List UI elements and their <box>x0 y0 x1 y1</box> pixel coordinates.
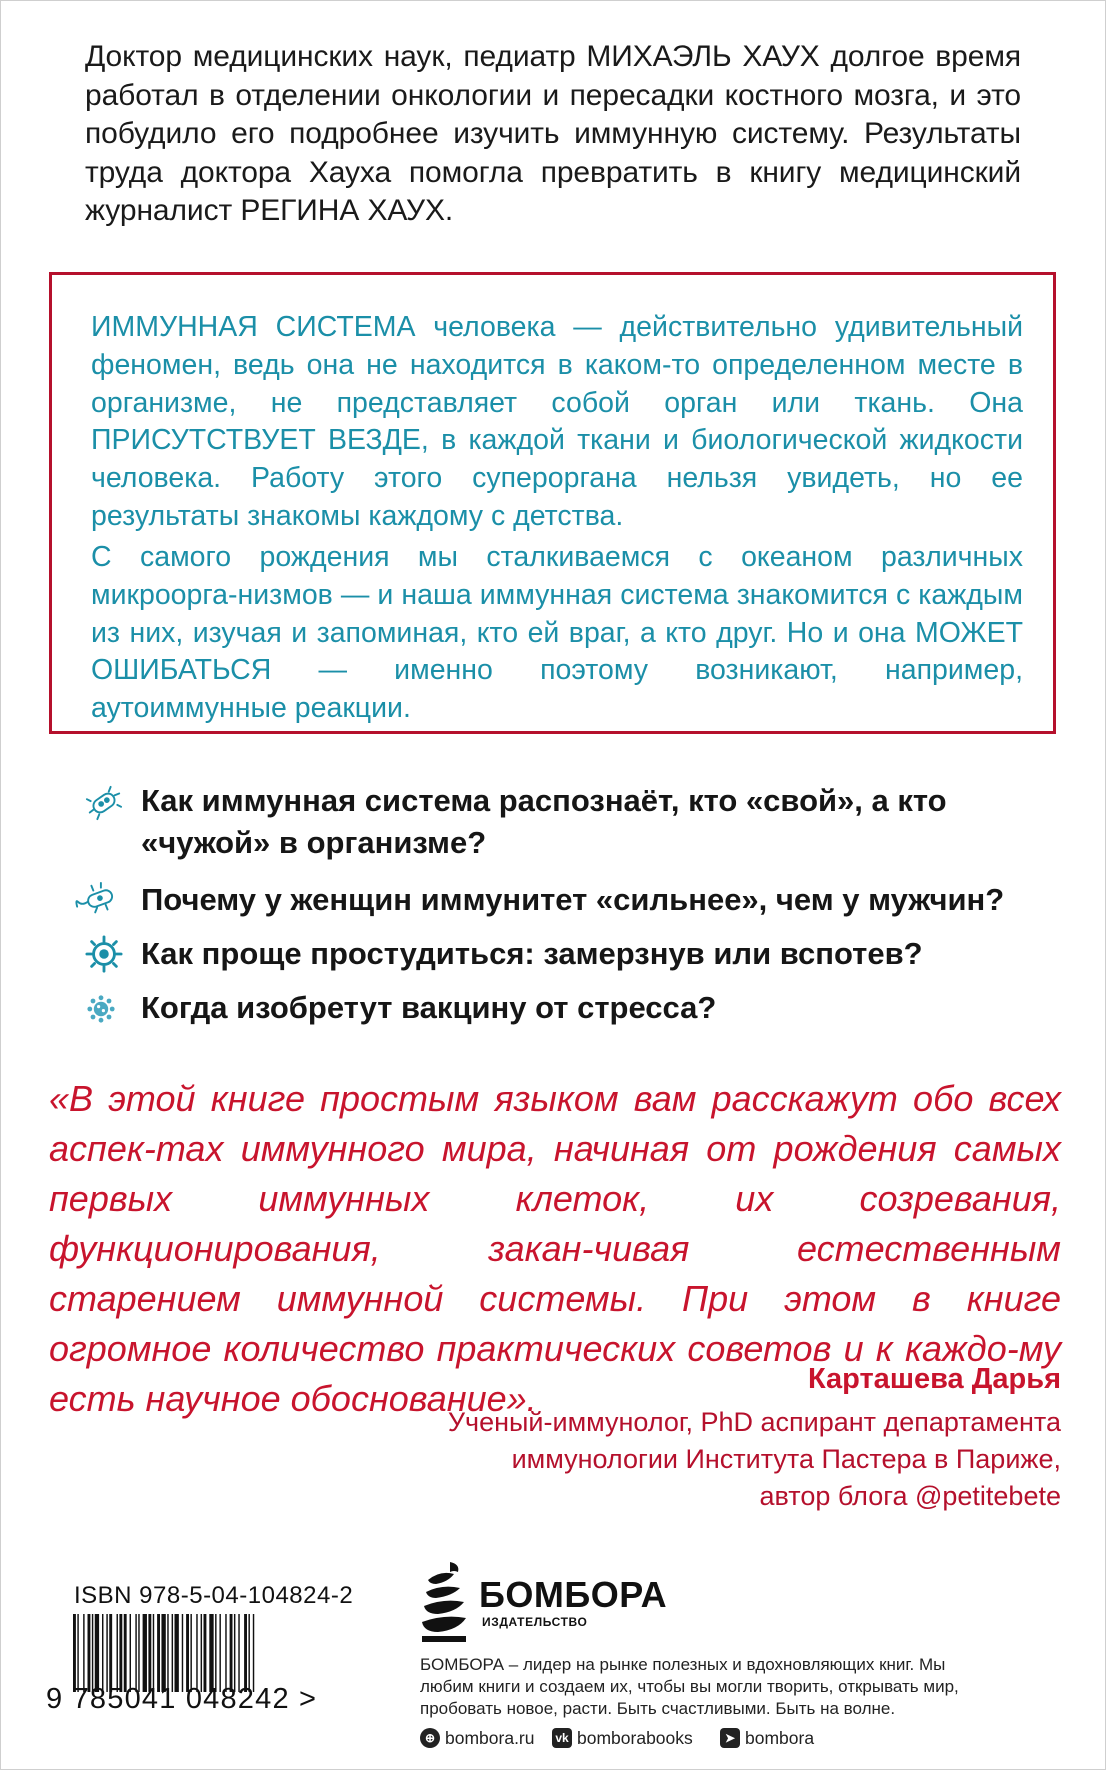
info-paragraph-2: С самого рождения мы сталкиваемся с океаном различных микроорга-низмов — и наша иммунная система знакомится с каждым из них, изучая и запоминая, кто ей враг, а кто друг. Но и она МОЖЕТ ОШИБАТЬСЯ — именно поэтому возникают, например, аутоиммунные реакции. <box>91 541 1023 725</box>
barcode-bar <box>201 1614 202 1692</box>
barcode-bar <box>109 1614 112 1692</box>
question-text: Когда изобретут вакцину от стресса? <box>141 990 717 1025</box>
question-text: Как проще простудиться: замерзнув или вспотев? <box>141 936 923 971</box>
question-text: Почему у женщин иммунитет «сильнее», чем у мужчин? <box>141 882 1005 917</box>
barcode-bar <box>124 1614 127 1692</box>
barcode-bar <box>153 1614 154 1692</box>
barcode-bar <box>161 1614 165 1692</box>
barcode-bar <box>130 1614 131 1692</box>
barcode-bar <box>119 1614 122 1692</box>
virus-icon <box>85 993 117 1025</box>
barcode-bar <box>215 1614 216 1692</box>
barcode-bar <box>234 1614 235 1692</box>
publisher-name: БОМБОРА <box>479 1574 668 1615</box>
review-quote: «В этой книге простым языком вам расскажут обо всех аспек-тах иммунного мира, начиная от рождения самых первых иммунных клеток, их созревания, функционирования, закан-чивая естественным старением иммунной системы. При этом в книге огромное количество практических советов и к каждо-му есть научное обоснование». <box>49 1078 1061 1419</box>
question-text: Как иммунная система распознаёт, кто «свой», а кто «чужой» в организме? <box>141 783 947 860</box>
social-link-vk[interactable] <box>552 1726 693 1750</box>
barcode-bar <box>172 1614 173 1692</box>
barcode-bar <box>106 1614 107 1692</box>
barcode-bar <box>225 1614 226 1692</box>
social-link-telegram[interactable] <box>720 1726 814 1750</box>
author-role <box>361 1404 1061 1515</box>
barcode <box>73 1614 362 1692</box>
barcode-bar <box>175 1614 179 1692</box>
vk-icon: vk <box>552 1728 572 1748</box>
barcode-bar <box>238 1614 239 1692</box>
info-box <box>49 272 1056 734</box>
barcode-bar <box>186 1614 189 1692</box>
social-link-website[interactable] <box>420 1726 535 1750</box>
barcode-bar <box>209 1614 213 1692</box>
info-paragraph-1: ИММУННАЯ СИСТЕМА человека — действительно удивительный феномен, ведь она не находится в каком-то определенном месте в организме, не представляет собой орган или ткань. Она ПРИСУТСТВУЕТ ВЕЗДЕ, в каждой ткани и биологической жидкости человека. Работу этого суперoргана нельзя увидеть, но ее результаты знакомы каждому с детства. <box>91 311 1023 532</box>
barcode-bar <box>95 1614 99 1692</box>
barcode-bar <box>88 1614 91 1692</box>
web-icon: ⊕ <box>420 1728 440 1748</box>
barcode-bar <box>138 1614 139 1692</box>
barcode-bar <box>92 1614 93 1692</box>
barcode-bar <box>253 1614 254 1692</box>
social-label: bombora <box>745 1727 815 1748</box>
bacterium-icon <box>85 784 123 822</box>
barcode-bar <box>182 1614 183 1692</box>
barcode-bar <box>196 1614 197 1692</box>
intro-paragraph: Доктор медицинских наук, педиатр МИХАЭЛЬ ХАУХ долгое время работал в отделении онкологии и пересадки костного мозга, и это побудило его подробнее изучить иммунную систему. Результаты труда доктора Хауха помогла превратить в книгу медицинский журналист РЕГИНА ХАУХ. <box>85 40 1021 227</box>
barcode-bar <box>248 1614 249 1692</box>
barcode-bar <box>83 1614 84 1692</box>
isbn-label: ISBN 978-5-04-104824-2 <box>74 1582 354 1609</box>
barcode-bar <box>102 1614 103 1692</box>
barcode-bar <box>73 1614 76 1692</box>
social-label: bomborabooks <box>577 1727 693 1748</box>
author-role-line: Ученый-иммунолог, PhD аспирант департамента <box>447 1407 1061 1437</box>
barcode-bar <box>167 1614 168 1692</box>
barcode-bar <box>244 1614 247 1692</box>
author-role-line: автор блога @petitebete <box>759 1481 1061 1511</box>
barcode-bar <box>148 1614 151 1692</box>
publisher-info: БОМБОРА – лидер на рынке полезных и вдохновляющих книг. Мы любим книги и создаем их, чтобы вы могли творить, открывать мир, пробовать новое, расти. Быть счастливыми. Быть на волне. <box>420 1655 959 1718</box>
publisher-subtitle: ИЗДАТЕЛЬСТВО <box>482 1615 588 1629</box>
barcode-number: 9 785041 048242 > <box>46 1683 318 1715</box>
barcode-bar <box>190 1614 191 1692</box>
barcode-bar <box>117 1614 118 1692</box>
bombora-logo-icon <box>420 1560 468 1644</box>
barcode-bar <box>230 1614 233 1692</box>
barcode-bar <box>204 1614 207 1692</box>
barcode-bar <box>219 1614 220 1692</box>
barcode-bar <box>143 1614 147 1692</box>
telegram-icon: ➤ <box>720 1728 740 1748</box>
quote-author: Карташева Дарья <box>807 1363 1061 1395</box>
barcode-bar <box>135 1614 136 1692</box>
barcode-bar <box>157 1614 160 1692</box>
cell-icon <box>85 935 123 973</box>
barcode-bar <box>77 1614 78 1692</box>
social-label: bombora.ru <box>445 1727 535 1748</box>
bacillus-icon <box>73 881 125 919</box>
author-role-line: иммунологии Института Пастера в Париже, <box>511 1444 1061 1474</box>
